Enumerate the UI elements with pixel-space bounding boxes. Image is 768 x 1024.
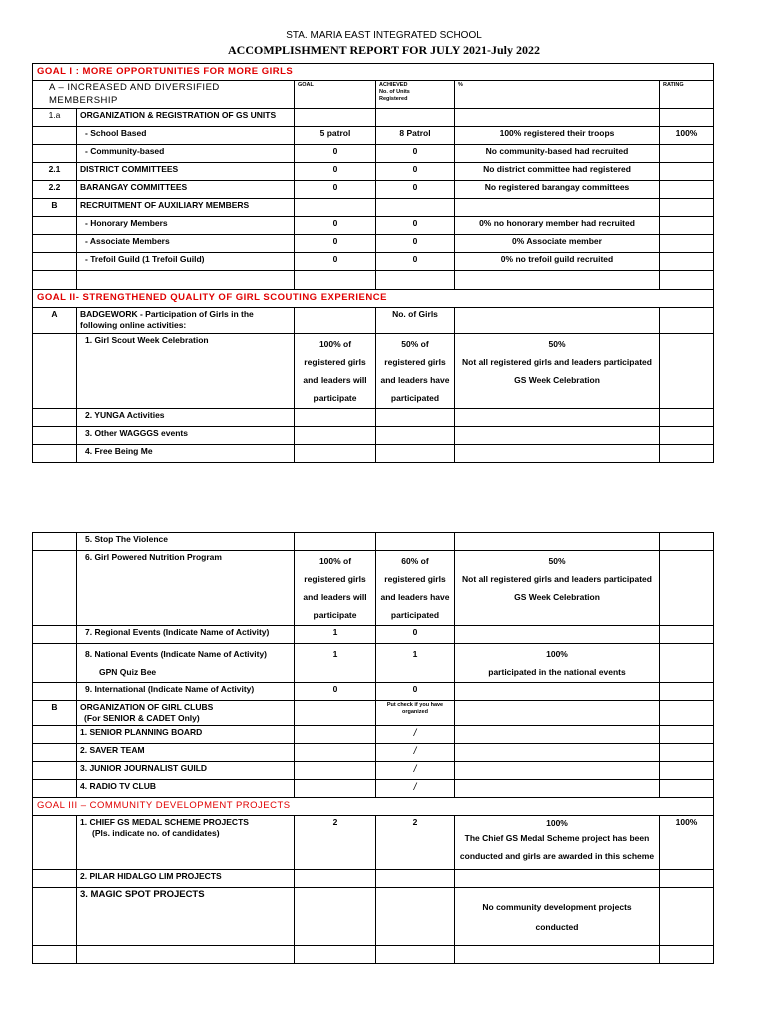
- row-no: B: [33, 701, 77, 726]
- goal-line: and leaders will: [303, 592, 367, 602]
- table-row: [33, 551, 714, 626]
- percent-line: 50%: [548, 339, 566, 350]
- row-goal: 0: [295, 181, 376, 199]
- table-row: [33, 816, 714, 870]
- percent-line: 50%: [548, 556, 566, 566]
- national-percent: [455, 644, 660, 683]
- report-table-part2: [32, 532, 714, 964]
- row-no: [33, 235, 77, 253]
- chief-goal: 2: [295, 816, 376, 870]
- chief-item-cell: [77, 816, 295, 870]
- col-achieved-sublabel: No. of Units Registered: [379, 88, 410, 102]
- row-percent: 0% no trefoil guild recruited: [455, 253, 660, 271]
- national-goal: 1: [295, 644, 376, 683]
- row-goal: [295, 199, 376, 217]
- row-goal: 0: [295, 235, 376, 253]
- row-percent: [455, 109, 660, 127]
- table-row: [33, 181, 714, 199]
- row-achieved: [376, 109, 455, 127]
- check-mark: /: [376, 744, 455, 762]
- row-goal: 0: [295, 145, 376, 163]
- club-name: 2. SAVER TEAM: [77, 744, 295, 762]
- national-item: 8. National Events (Indicate Name of Activity): [85, 649, 268, 659]
- row-rating: [660, 199, 714, 217]
- goal-line: participate: [313, 610, 357, 620]
- table-row: [33, 334, 714, 409]
- table-row: [33, 109, 714, 127]
- goal1-row: [33, 64, 714, 81]
- percent-line: No community development projects: [482, 901, 632, 912]
- percent-line: participated in the national events: [488, 667, 626, 677]
- nutrition-percent: [455, 551, 660, 626]
- regional-goal: 1: [295, 626, 376, 644]
- table-row: [33, 780, 714, 798]
- row-goal: 5 patrol: [295, 127, 376, 145]
- percent-line: conducted: [535, 921, 579, 932]
- row-no: [33, 127, 77, 145]
- goal-line: 100% of: [318, 556, 352, 566]
- goal-line: and leaders will: [303, 375, 367, 386]
- goal3-row: [33, 798, 714, 816]
- col-goal-header: GOAL: [295, 81, 376, 109]
- table-row: [33, 762, 714, 780]
- table-row: [33, 445, 714, 463]
- percent-line: Not all registered girls and leaders participated: [462, 574, 652, 584]
- report-table-part1: [32, 63, 714, 463]
- row-rating: 100%: [660, 127, 714, 145]
- international-achieved: 0: [376, 683, 455, 701]
- table-row: [33, 870, 714, 888]
- row-rating: [660, 235, 714, 253]
- table-row: [33, 163, 714, 181]
- goal-line: 100% of: [318, 339, 352, 350]
- col-rating-header: RATING: [660, 81, 714, 109]
- table-row: [33, 308, 714, 334]
- regional-item: 7. Regional Events (Indicate Name of Activity): [77, 626, 295, 644]
- goal-line: registered girls: [304, 574, 366, 584]
- row-item: DISTRICT COMMITTEES: [77, 163, 295, 181]
- club-name: 1. SENIOR PLANNING BOARD: [77, 726, 295, 744]
- col-achieved-header: [376, 81, 455, 109]
- table-row-empty: [33, 271, 714, 290]
- goal-line: registered girls: [304, 357, 366, 368]
- check-mark: /: [376, 726, 455, 744]
- row-percent: 0% Associate member: [455, 235, 660, 253]
- row-item: 4. Free Being Me: [77, 445, 295, 463]
- table-row: [33, 744, 714, 762]
- achieved-line: 60% of: [401, 556, 429, 566]
- table-row: [33, 626, 714, 644]
- row-no: [33, 253, 77, 271]
- nutrition-achieved: [376, 551, 455, 626]
- row-no: [33, 145, 77, 163]
- nutrition-item: 6. Girl Powered Nutrition Program: [77, 551, 295, 626]
- row-item: BARANGAY COMMITTEES: [77, 181, 295, 199]
- national-achieved: 1: [376, 644, 455, 683]
- row-no: A: [33, 308, 77, 334]
- row-goal: 0: [295, 253, 376, 271]
- row-achieved: [376, 199, 455, 217]
- row-rating: [660, 163, 714, 181]
- table-row: [33, 235, 714, 253]
- goal2-row: [33, 290, 714, 308]
- achieved-line: and leaders have: [380, 592, 450, 602]
- club-name: 3. JUNIOR JOURNALIST GUILD: [77, 762, 295, 780]
- table-row: [33, 888, 714, 946]
- national-cell: [77, 644, 295, 683]
- percent-line: Not all registered girls and leaders participated: [462, 357, 652, 368]
- achieved-line: registered girls: [384, 357, 446, 368]
- international-goal: 0: [295, 683, 376, 701]
- row-achieved: 0: [376, 163, 455, 181]
- row-item: - Trefoil Guild (1 Trefoil Guild): [77, 253, 295, 271]
- chief-item: 1. CHIEF GS MEDAL SCHEME PROJECTS: [80, 817, 249, 828]
- row-no: B: [33, 199, 77, 217]
- chief-percent: [455, 816, 660, 870]
- goal2-title: GOAL II- STRENGTHENED QUALITY OF GIRL SCOUTING EXPERIENCE: [33, 290, 714, 308]
- magic-item: 3. MAGIC SPOT PROJECTS: [77, 888, 295, 946]
- row-percent: No community-based had recruited: [455, 145, 660, 163]
- row-rating: [660, 109, 714, 127]
- girl-clubs-sub: (For SENIOR & CADET Only): [84, 713, 200, 724]
- table-row: [33, 427, 714, 445]
- table-row: [33, 145, 714, 163]
- nutrition-goal: [295, 551, 376, 626]
- chief-item-sub: (Pls. indicate no. of candidates): [92, 828, 220, 839]
- goal1-title: GOAL I : MORE OPPORTUNITIES FOR MORE GIRLS: [33, 64, 714, 81]
- row-no: 2.1: [33, 163, 77, 181]
- row-item: - Associate Members: [77, 235, 295, 253]
- row-achieved: 8 Patrol: [376, 127, 455, 145]
- regional-achieved: 0: [376, 626, 455, 644]
- row-goal: 0: [295, 163, 376, 181]
- achieved-line: 50% of: [401, 339, 429, 350]
- chief-rating: 100%: [660, 816, 714, 870]
- table-row: [33, 533, 714, 551]
- table-row: [33, 409, 714, 427]
- col-achieved-label: ACHIEVED: [379, 82, 408, 89]
- chief-achieved: 2: [376, 816, 455, 870]
- no-of-girls-label: No. of Girls: [376, 308, 455, 334]
- row-percent: No registered barangay committees: [455, 181, 660, 199]
- row-item: 5. Stop The Violence: [77, 533, 295, 551]
- section-a-title: A – INCREASED AND DIVERSIFIED MEMBERSHIP: [33, 81, 295, 109]
- row-achieved: 0: [376, 217, 455, 235]
- row-percent: [455, 199, 660, 217]
- row-item: - School Based: [77, 127, 295, 145]
- row-percent: No district committee had registered: [455, 163, 660, 181]
- gs-week-item: 1. Girl Scout Week Celebration: [77, 334, 295, 409]
- girl-clubs-title: ORGANIZATION OF GIRL CLUBS: [80, 702, 214, 712]
- goal1-header-row: [33, 81, 714, 109]
- table-row: [33, 127, 714, 145]
- row-goal: [295, 109, 376, 127]
- row-item: ORGANIZATION & REGISTRATION OF GS UNITS: [77, 109, 295, 127]
- percent-line: 100%: [546, 818, 568, 829]
- goal-line: participate: [313, 393, 357, 404]
- achieved-line: participated: [390, 610, 440, 620]
- check-mark: /: [376, 780, 455, 798]
- table-row: [33, 644, 714, 683]
- badgework-title: BADGEWORK - Participation of Girls in the following online activities:: [77, 308, 295, 334]
- percent-line: conducted and girls are awarded in this scheme: [459, 851, 655, 862]
- girl-clubs-cell: [77, 701, 295, 726]
- row-item: - Community-based: [77, 145, 295, 163]
- row-no: [33, 217, 77, 235]
- row-achieved: 0: [376, 145, 455, 163]
- table-row-empty: [33, 946, 714, 964]
- row-rating: [660, 253, 714, 271]
- percent-line: GS Week Celebration: [514, 375, 600, 386]
- national-sub: GPN Quiz Bee: [99, 667, 157, 677]
- table-row: [33, 683, 714, 701]
- row-item: 2. YUNGA Activities: [77, 409, 295, 427]
- row-achieved: 0: [376, 253, 455, 271]
- achieved-line: registered girls: [384, 574, 446, 584]
- goal3-title: GOAL III – COMMUNITY DEVELOPMENT PROJECTS: [33, 798, 714, 816]
- gs-week-achieved: [376, 334, 455, 409]
- percent-line: GS Week Celebration: [514, 592, 600, 602]
- table-row: [33, 701, 714, 726]
- table-row: [33, 726, 714, 744]
- check-mark: /: [376, 762, 455, 780]
- international-item: 9. International (Indicate Name of Activity): [77, 683, 295, 701]
- row-no: 2.2: [33, 181, 77, 199]
- school-name: STA. MARIA EAST INTEGRATED SCHOOL: [286, 30, 482, 41]
- row-rating: [660, 145, 714, 163]
- achieved-line: participated: [390, 393, 440, 404]
- percent-line: 100%: [546, 649, 568, 659]
- check-note: Put check if you have organized: [376, 701, 455, 726]
- row-achieved: 0: [376, 181, 455, 199]
- row-item: RECRUITMENT OF AUXILIARY MEMBERS: [77, 199, 295, 217]
- row-percent: 0% no honorary member had recruited: [455, 217, 660, 235]
- row-percent: 100% registered their troops: [455, 127, 660, 145]
- table-row: [33, 253, 714, 271]
- gs-week-percent: [455, 334, 660, 409]
- row-rating: [660, 181, 714, 199]
- achieved-line: and leaders have: [380, 375, 450, 386]
- row-no: 1.a: [33, 109, 77, 127]
- pilar-item: 2. PILAR HIDALGO LIM PROJECTS: [77, 870, 295, 888]
- report-title: ACCOMPLISHMENT REPORT FOR JULY 2021-July 2022: [228, 43, 540, 57]
- row-item: - Honorary Members: [77, 217, 295, 235]
- percent-line: The Chief GS Medal Scheme project has been: [464, 833, 650, 844]
- magic-percent: [455, 888, 660, 946]
- row-achieved: 0: [376, 235, 455, 253]
- row-rating: [660, 217, 714, 235]
- col-percent-header: %: [455, 81, 660, 109]
- table-row: [33, 199, 714, 217]
- row-item: 3. Other WAGGGS events: [77, 427, 295, 445]
- table-row: [33, 217, 714, 235]
- row-goal: 0: [295, 217, 376, 235]
- club-name: 4. RADIO TV CLUB: [77, 780, 295, 798]
- gs-week-goal: [295, 334, 376, 409]
